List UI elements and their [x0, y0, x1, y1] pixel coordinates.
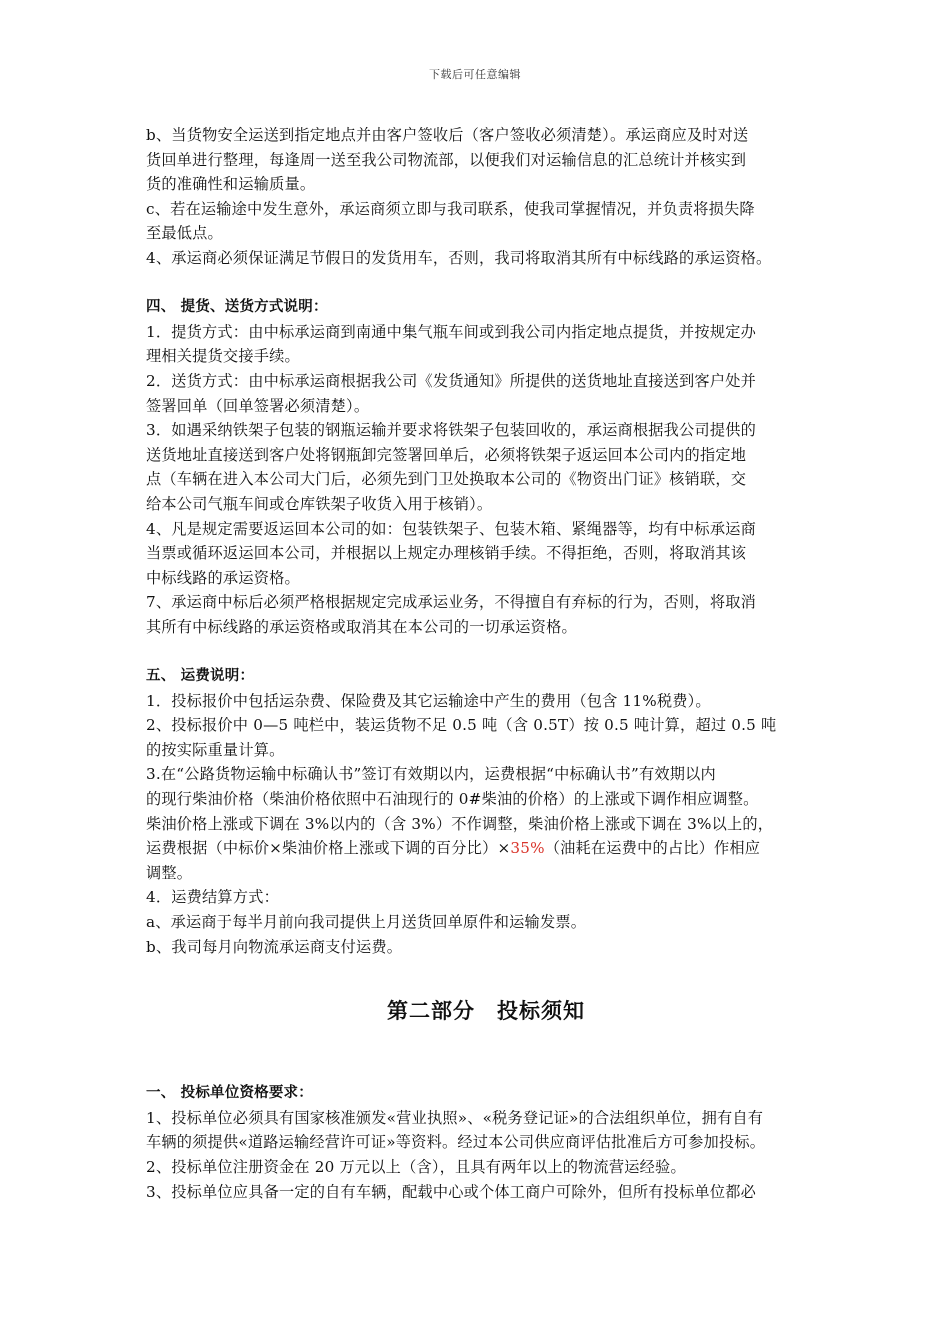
- part2-line-3: 2、投标单位注册资金在 20 万元以上（含），且具有两年以上的物流营运经验。: [146, 1157, 686, 1176]
- sec5-line-2: 2、投标报价中 0—5 吨栏中，装运货物不足 0.5 吨（含 0.5T）按 0.5 吨计算，超过 0.5 吨: [146, 716, 777, 735]
- sec4-line-11: 中标线路的承运资格。: [146, 568, 300, 587]
- sec5-line-7: [146, 836, 826, 861]
- sec4-line-5: 3．如遇采纳铁架子包装的钢瓶运输并要求将铁架子包装回收的，承运商根据我公司提供的: [146, 421, 756, 440]
- sec5-line-6: 柴油价格上涨或下调在 3%以内的（含 3%）不作调整，柴油价格上涨或下调在 3%以上的，: [146, 814, 774, 833]
- sec3-line-1: b、当货物安全运送到指定地点并由客户签收后（客户签收必须清楚）。承运商应及时对送: [146, 126, 749, 144]
- part2-line-2: 车辆的须提供«道路运输经营许可证»等资料。经过本公司供应商评估批准后方可参加投标。: [146, 1133, 766, 1152]
- section-4-heading: 四、 提货、送货方式说明：: [146, 299, 328, 316]
- sec4-line-1: 1．提货方式：由中标承运商到南通中集气瓶车间或到我公司内指定地点提货，并按规定办: [146, 322, 756, 341]
- sec5-line-7-post: （油耗在运费中的占比）作相应: [544, 839, 761, 858]
- sec4-line-2: 理相关提货交接手续。: [146, 347, 300, 366]
- sec4-line-7: 点（车辆在进入本公司大门后，必须先到门卫处换取本公司的《物资出门证》核销联，交: [146, 470, 747, 489]
- sec4-line-9: 4、凡是规定需要返运回本公司的如：包装铁架子、包装木箱、紧绳器等，均有中标承运商: [146, 519, 756, 538]
- section-5-heading: 五、 运费说明：: [146, 668, 255, 685]
- part2-line-4: 3、投标单位应具备一定的自有车辆，配载中心或个体工商户可除外，但所有投标单位都必: [146, 1182, 756, 1201]
- sec3-line-5: 至最低点。: [146, 224, 223, 243]
- sec3-line-4: c、若在运输途中发生意外，承运商须立即与我司联系，使我司掌握情况，并负责将损失降: [146, 199, 755, 218]
- sec4-line-4: 签署回单（回单签署必须清楚）。: [146, 396, 370, 415]
- sec4-line-3: 2．送货方式：由中标承运商根据我公司《发货通知》所提供的送货地址直接送到客户处并: [146, 371, 756, 390]
- part-2-section-1-heading: 一、 投标单位资格要求：: [146, 1085, 313, 1102]
- page-header: 下载后可任意编辑: [429, 68, 521, 81]
- sec4-line-6: 送货地址直接送到客户处将钢瓶卸完签署回单后，必须将铁架子返运回本公司内的指定地: [146, 445, 747, 464]
- sec5-line-5: 的现行柴油价格（柴油价格依照中石油现行的 0#柴油的价格）的上涨或下调作相应调整。: [146, 790, 759, 809]
- sec3-line-3: 货的准确性和运输质量。: [146, 175, 316, 194]
- sec4-line-10: 当票或循环返运回本公司，并根据以上规定办理核销手续。不得拒绝，否则，将取消其该: [146, 544, 747, 563]
- sec4-line-12: 7、承运商中标后必须严格根据规定完成承运业务，不得擅自有弃标的行为，否则，将取消: [146, 593, 756, 612]
- sec5-line-10: a、承运商于每半月前向我司提供上月送货回单原件和运输发票。: [146, 913, 587, 931]
- sec5-line-7-pre: 运费根据（中标价×柴油价格上涨或下调的百分比）×: [146, 839, 511, 858]
- sec3-line-6: 4、承运商必须保证满足节假日的发货用车，否则，我司将取消其所有中标线路的承运资格。: [146, 248, 772, 267]
- sec4-line-8: 给本公司气瓶车间或仓库铁架子收货入用于核销）。: [146, 494, 493, 513]
- sec4-line-13: 其所有中标线路的承运资格或取消其在本公司的一切承运资格。: [146, 617, 577, 636]
- sec3-line-2: 货回单进行整理，每逢周一送至我公司物流部，以便我们对运输信息的汇总统计并核实到: [146, 150, 747, 169]
- sec5-line-3: 的按实际重量计算。: [146, 740, 285, 759]
- sec5-line-1: 1．投标报价中包括运杂费、保险费及其它运输途中产生的费用（包含 11%税费）。: [146, 691, 711, 710]
- sec5-line-11: b、我司每月向物流承运商支付运费。: [146, 937, 403, 956]
- sec5-line-4: 3.在“公路货物运输中标确认书”签订有效期以内，运费根据“中标确认书”有效期以内: [146, 765, 716, 784]
- oil-share-percentage: 35%: [510, 839, 545, 858]
- sec5-line-8: 调整。: [146, 863, 193, 882]
- sec5-line-9: 4．运费结算方式：: [146, 888, 279, 907]
- part-2-title: 第二部分 投标须知: [387, 999, 585, 1024]
- part2-line-1: 1、投标单位必须具有国家核准颁发«营业执照»、«税务登记证»的合法组织单位，拥有自有: [146, 1108, 764, 1127]
- document-body: [146, 123, 826, 1204]
